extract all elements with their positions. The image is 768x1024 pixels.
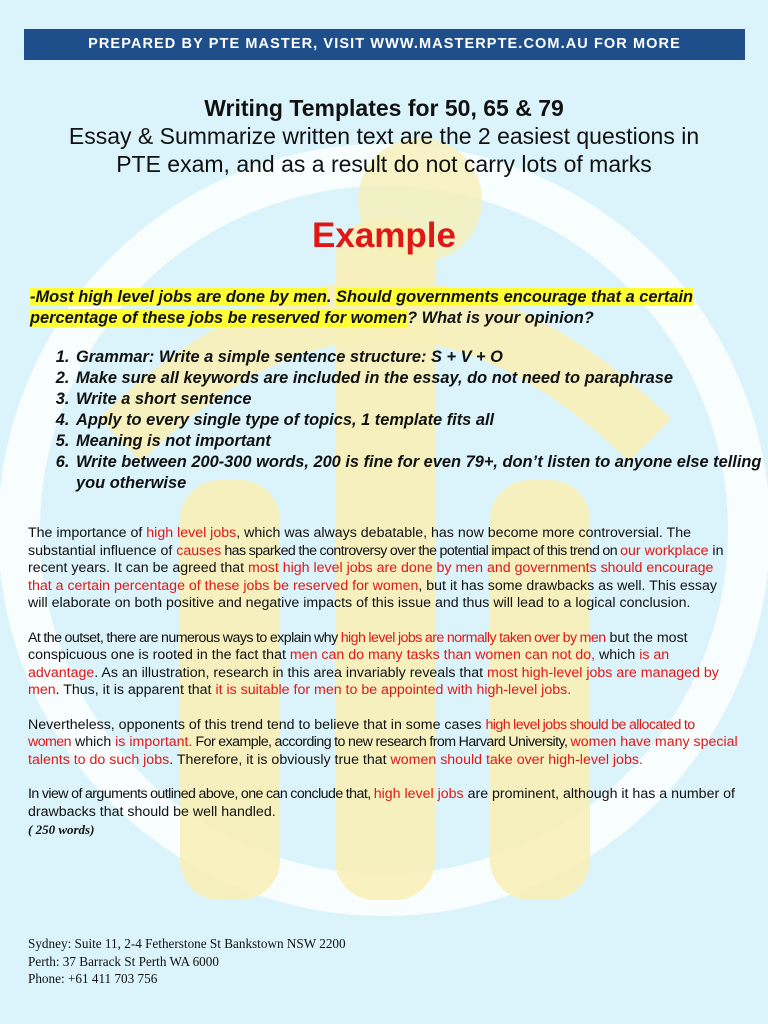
essay-paragraph-body-1 [28, 630, 740, 700]
subtitle-line-2: PTE exam, and as a result do not carry lots of marks [116, 151, 652, 177]
essay-paragraph-body-2 [28, 717, 740, 770]
essay-text: in recent years. It can be agreed that [28, 542, 724, 576]
essay-keyword: high level jobs are normally taken over by men [340, 629, 606, 646]
essay-keyword: it is suitable for men to be appointed with high-level jobs. [215, 682, 572, 698]
question-highlight-2: Should governments encourage that a certain percentage of these jobs be reserved for women [30, 288, 694, 327]
subtitle-line-1: Essay & Summarize written text are the 2 easiest questions in [68, 123, 700, 149]
essay-text: The importance of [28, 525, 147, 541]
rule-item: 3. Write a short sentence [74, 389, 764, 410]
essay-text: . As an illustration, research in this area invariably reveals that [94, 664, 487, 681]
example-heading: Example [312, 216, 456, 255]
essay-text: has sparked the controversy over the potential impact of this trend on [221, 542, 621, 559]
essay-question [30, 287, 745, 329]
essay-keyword: causes [176, 542, 222, 559]
essay-keyword: is an advantage [28, 647, 670, 681]
rule-item: 4. Apply to every single type of topics, 1 template fits all [74, 410, 764, 431]
essay-text: For example, according to new research from Harvard University, [192, 734, 571, 750]
essay-text: but the most conspicuous one is rooted in the fact that [28, 629, 688, 663]
essay-keyword: women have many special talents to do such jobs [28, 734, 738, 768]
header-banner: PREPARED BY PTE MASTER, VISIT WWW.MASTERPTE.COM.AU FOR MORE [24, 29, 745, 60]
essay-text: At the outset, there are numerous ways to explain why [28, 629, 341, 646]
contact-footer [28, 935, 528, 988]
essay-keyword: high level jobs [146, 525, 237, 541]
essay-body [28, 525, 740, 856]
rule-item: 6. Write between 200-300 words, 200 is fine for even 79+, don’t listen to anyone else telling you otherwise [74, 452, 764, 494]
rule-item: 1. Grammar: Write a simple sentence structure: S + V + O [74, 347, 764, 368]
essay-text: . Thus, it is apparent that [55, 682, 216, 698]
rules-list [50, 347, 764, 494]
essay-text: Nevertheless, opponents of this trend tend to believe that in some cases [28, 716, 486, 733]
question-period: . [326, 288, 332, 306]
page-title [0, 94, 768, 178]
essay-keyword: high level jobs [373, 786, 464, 802]
essay-text: , which was always debatable, has now become more controversial. The substantial influence of [28, 525, 691, 559]
title-heading: Writing Templates for 50, 65 & 79 [204, 95, 564, 121]
essay-paragraph-intro [28, 525, 740, 613]
address-perth: Perth: 37 Barrack St Perth WA 6000 [28, 953, 219, 969]
essay-text: . Therefore, it is obviously true that [169, 751, 391, 768]
essay-text: are prominent, although it has a number of drawbacks that should be well handled. [28, 786, 735, 820]
essay-keyword: is important. [115, 734, 193, 750]
word-count: ( 250 words) [28, 822, 95, 837]
rule-item: 5. Meaning is not important [74, 431, 764, 452]
essay-paragraph-conclusion [28, 786, 740, 839]
essay-keyword: women should take over high-level jobs. [390, 751, 643, 768]
rule-item: 2. Make sure all keywords are included in the essay, do not need to paraphrase [74, 368, 764, 389]
essay-keyword: most high level jobs are done by men and governments should encourage that a certain percentage of these jobs be reserved for women [28, 560, 714, 594]
essay-keyword: men can do many tasks than women can not do, [289, 647, 596, 663]
address-sydney: Sydney: Suite 11, 2-4 Fetherstone St Bankstown NSW 2200 [28, 936, 346, 951]
essay-keyword: high level jobs should be allocated to women [28, 716, 695, 750]
essay-text: which [71, 734, 116, 750]
essay-text: , but it has some drawbacks as well. This essay will elaborate on both positive and negative impacts of this issue and thus will lead to a logical conclusion. [28, 577, 717, 611]
essay-keyword: our workplace [620, 542, 709, 559]
essay-text: which [595, 647, 640, 663]
essay-keyword: most high-level jobs are managed by men [28, 664, 719, 698]
question-highlight-1: -Most high level jobs are done by men [30, 288, 327, 306]
essay-text: In view of arguments outlined above, one can conclude that, [28, 786, 374, 802]
question-ending: ? What is your opinion? [407, 309, 594, 327]
phone-number: Phone: +61 411 703 756 [28, 971, 158, 986]
